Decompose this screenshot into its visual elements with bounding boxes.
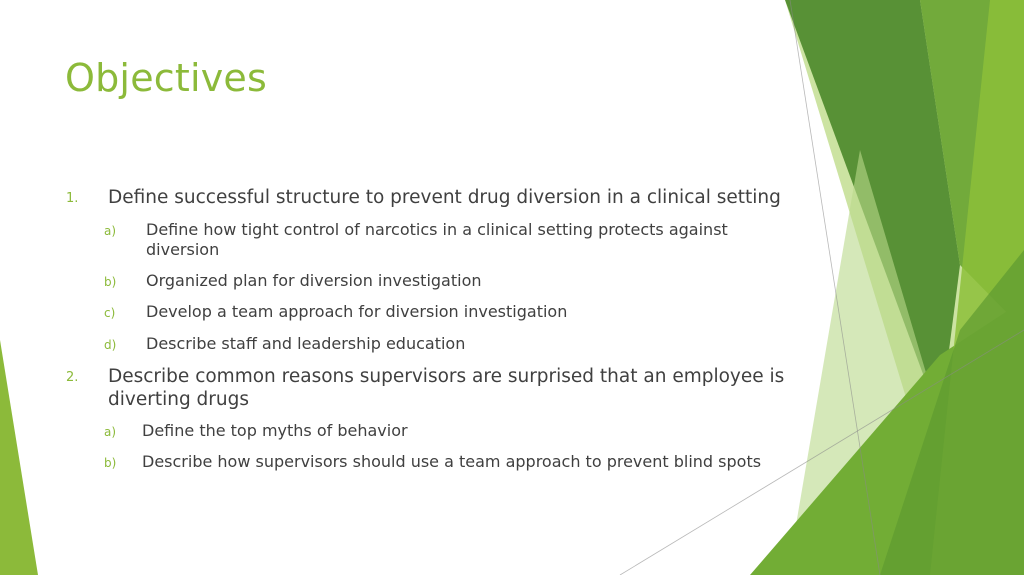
list-marker: d) [104,338,117,352]
objective-text: Define successful structure to prevent drug diversion in a clinical setting [108,187,781,208]
list-marker: b) [104,456,117,470]
list-marker: b) [104,275,117,289]
slide-title: Objectives [65,56,267,100]
list-marker: c) [104,306,116,320]
sub-objective-text: Describe how supervisors should use a team approach to prevent blind spots [142,452,762,471]
list-marker: a) [104,425,117,439]
list-marker: 2. [66,370,79,385]
list-marker: 1. [66,191,79,206]
objective-text: Describe common reasons supervisors are surprised that an employee is diverting drugs [108,366,785,410]
sub-objective-text: Describe staff and leadership education [146,334,466,353]
left-edge-facet [0,340,38,575]
sub-objective-text: Develop a team approach for diversion investigation [146,302,568,321]
list-marker: a) [104,224,117,238]
sub-objective-text: Define the top myths of behavior [142,421,408,440]
sub-objective-text: Organized plan for diversion investigation [146,271,482,290]
sub-objective-text: Define how tight control of narcotics in a clinical setting protects against diversion [146,220,728,259]
